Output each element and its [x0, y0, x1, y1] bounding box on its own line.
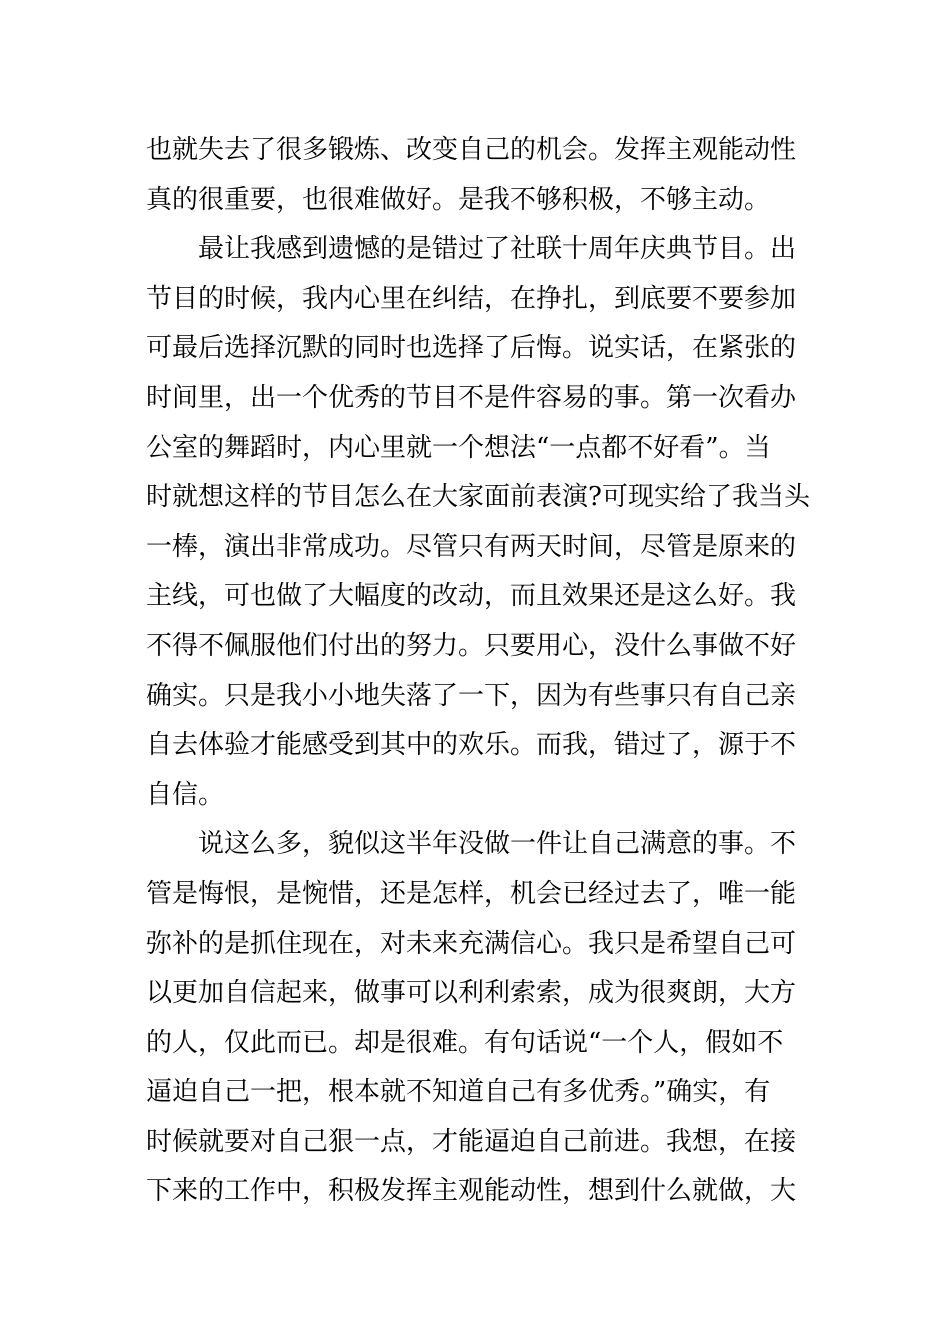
text-line: 公室的舞蹈时，内心里就一个想法“一点都不好看”。当: [146, 432, 771, 463]
text-line: 逼迫自己一把，根本就不知道自己有多优秀。”确实，有: [146, 1077, 771, 1108]
text-line: 时候就要对自己狠一点，才能逼迫自己前进。我想，在接: [146, 1126, 797, 1157]
text-line: 下来的工作中，积极发挥主观能动性，想到什么就做，大: [146, 1176, 797, 1207]
text-line: 一棒，演出非常成功。尽管只有两天时间，尽管是原来的: [146, 531, 797, 562]
text-line: 以更加自信起来，做事可以利利索索，成为很爽朗，大方: [146, 978, 797, 1009]
text-line: 说这么多，貌似这半年没做一件让自己满意的事。不: [198, 829, 797, 860]
text-line: 也就失去了很多锻炼、改变自己的机会。发挥主观能动性: [146, 135, 797, 165]
text-line: 的人，仅此而已。却是很难。有句话说“一个人，假如不: [146, 1027, 784, 1058]
text-line: 自去体验才能感受到其中的欢乐。而我，错过了，源于不: [146, 730, 797, 761]
body-text: [146, 126, 810, 1217]
text-line: 时就想这样的节目怎么在大家面前表演?可现实给了我当头: [146, 482, 810, 513]
text-line: 最让我感到遗憾的是错过了社联十周年庆典节目。出: [198, 234, 797, 265]
text-line: 真的很重要，也很难做好。是我不够积极，不够主动。: [146, 184, 771, 215]
text-line: 主线，可也做了大幅度的改动，而且效果还是这么好。我: [146, 581, 797, 612]
text-line: 不得不佩服他们付出的努力。只要用心，没什么事做不好: [146, 630, 797, 661]
text-line: 自信。: [146, 779, 225, 810]
text-line: 节目的时候，我内心里在纠结，在挣扎，到底要不要参加: [146, 283, 797, 314]
text-line: 可最后选择沉默的同时也选择了后悔。说实话，在紧张的: [146, 333, 797, 364]
text-line: 确实。只是我小小地失落了一下，因为有些事只有自己亲: [146, 680, 797, 711]
text-line: 管是悔恨，是惋惜，还是怎样，机会已经过去了，唯一能: [146, 878, 797, 909]
text-line: 时间里，出一个优秀的节目不是件容易的事。第一次看办: [146, 382, 797, 413]
text-line: 弥补的是抓住现在，对未来充满信心。我只是希望自己可: [146, 928, 797, 959]
